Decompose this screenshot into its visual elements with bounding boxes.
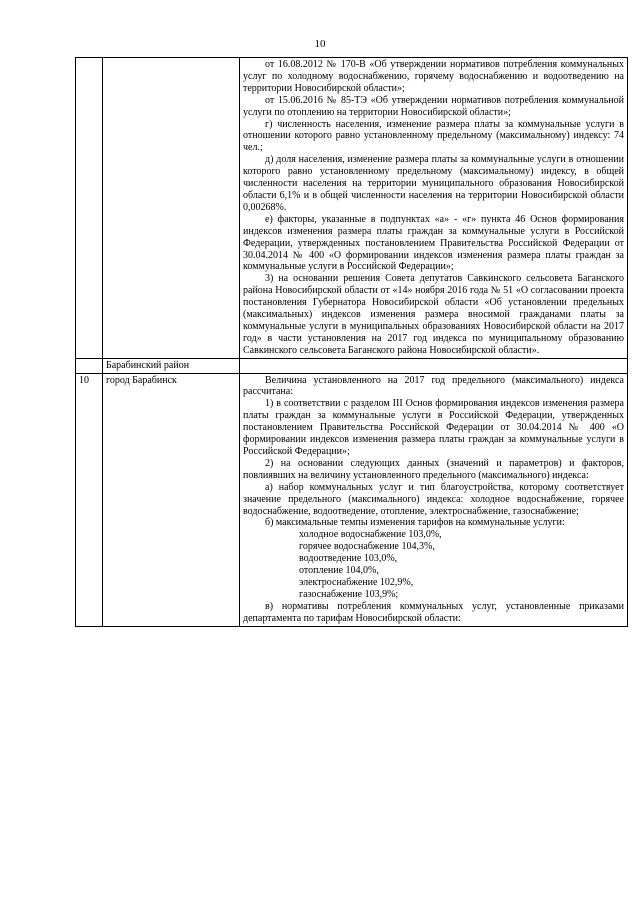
district-heading-cell: Барабинский район [103, 358, 240, 373]
table-row [76, 373, 628, 626]
paragraph: 2) на основании следующих данных (значений и параметров) и факторов, повлиявших на величину установленного предельного (максимального) индекса: [243, 457, 624, 481]
paragraph: Величина установленного на 2017 год предельного (максимального) индекса рассчитана: [243, 374, 624, 398]
paragraph: от 16.08.2012 № 170-В «Об утверждении нормативов потребления коммунальных услуг по холодному водоснабжению, горячему водоснабжению и водоотведению на территории Новосибирской области»; [243, 59, 624, 94]
table-row [76, 358, 628, 373]
paragraph: а) набор коммунальных услуг и тип благоустройства, которому соответствует значение предельного (максимального) индекса: холодное водоснабжение, горячее водоснабжение, водоотведение, отопление, электроснабжение, газоснабжение; [243, 481, 624, 517]
tariff-item: горячее водоснабжение 104,3%, [299, 541, 435, 553]
paragraph: г) численность населения, изменение размера платы за коммунальные услуги в отношении которого равно установленному предельному (максимальному) индексу: 74 чел.; [243, 118, 624, 154]
content-table [75, 57, 628, 627]
tariff-item: холодное водоснабжение 103,0%, [299, 529, 442, 541]
paragraph: от 15.06.2016 № 85-ТЭ «Об утверждении нормативов потребления коммунальной услуги по отоплению на территории Новосибирской области»; [243, 94, 624, 118]
paragraph: в) нормативы потребления коммунальных услуг, установленные приказами департамента по тарифам Новосибирской области: [243, 600, 624, 624]
description-cell [240, 373, 628, 626]
municipality-cell [103, 58, 240, 359]
description-cell [240, 358, 628, 373]
table-row [76, 58, 628, 359]
row-number-cell [76, 358, 103, 373]
paragraph: е) факторы, указанные в подпунктах «а» - «г» пункта 46 Основ формирования индексов изменения размера платы граждан за коммунальные услуги в Российской Федерации, утвержденных постановлением Правительства Российской Федерации от 30.04.2014 № 400 «О формировании индексов изменения размера платы граждан за коммунальные услуги в Российской Федерации»; [243, 213, 624, 273]
tariff-item: электроснабжение 102,9%, [299, 576, 414, 588]
page-number: 10 [314, 38, 326, 50]
tariff-item: отопление 104,0%, [299, 565, 379, 577]
row-number-cell [76, 58, 103, 359]
tariff-item: водоотведение 103,0%, [299, 553, 398, 565]
tariff-item: газоснабжение 103,9%; [299, 588, 399, 600]
description-cell [240, 58, 628, 359]
paragraph: д) доля населения, изменение размера платы за коммунальные услуги в отношении которого равно установленному предельному (максимальному) индексу, в общей численности населения на территории муниципального образования Новосибирской области 6,1% и в общей численности населения на территории Новосибирской области 0,00268%. [243, 154, 624, 213]
paragraph: 1) в соответствии с разделом III Основ формирования индексов изменения размера платы граждан за коммунальные услуги в Российской Федерации, утвержденных постановлением Правительства Российской Федерации от 30.04.2014 № 400 «О формировании индексов изменения размера платы граждан за коммунальные услуги в Российской Федерации»; [243, 398, 624, 457]
paragraph: 3) на основании решения Совета депутатов Савкинского сельсовета Баганского района Новосибирской области от «14» ноября 2016 года № 51 «О согласовании проекта постановления Губернатора Новосибирской области «Об установлении предельных (максимальных) индексов изменения размера вносимой гражданами платы за коммунальные услуги в муниципальных образованиях Новосибирской области на 2017 год» в части установления на 2017 год индекса по муниципальному образованию Савкинского сельсовета Баганского района Новосибирской области». [243, 273, 624, 356]
paragraph: б) максимальные темпы изменения тарифов на коммунальные услуги: [265, 517, 565, 529]
row-number-cell: 10 [76, 373, 103, 626]
municipality-cell: город Барабинск [103, 373, 240, 626]
